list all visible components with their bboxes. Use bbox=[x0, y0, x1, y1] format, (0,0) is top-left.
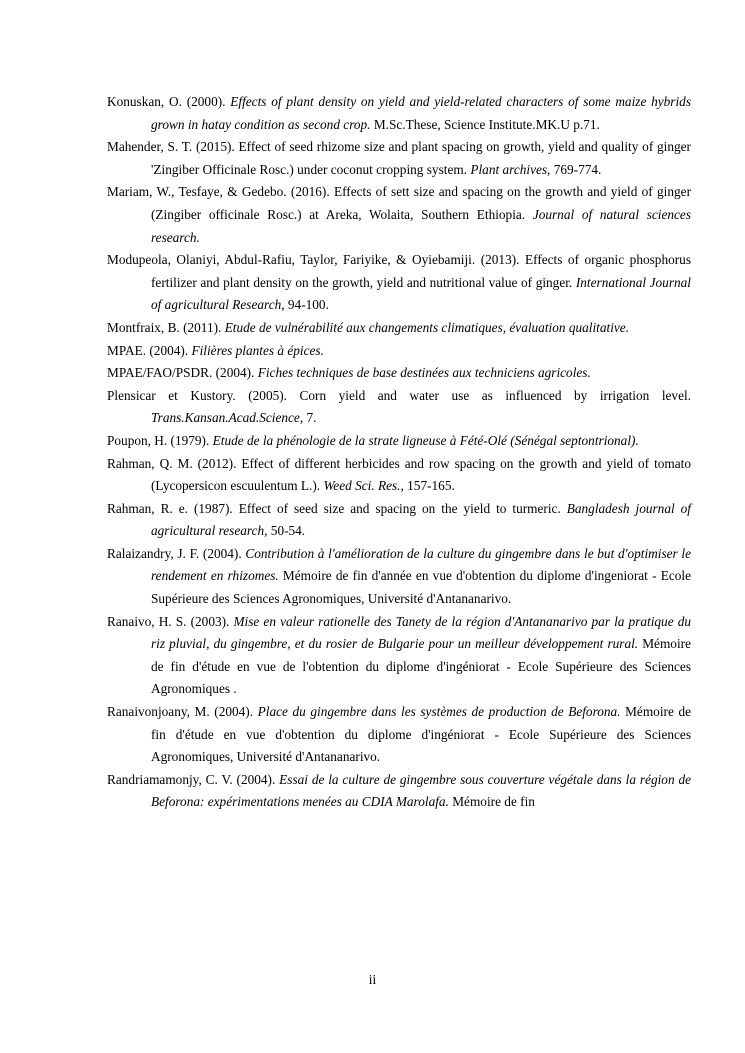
ref-title: Essai de la culture de gingembre sous couverture végétale dans la région de Beforona: expérimentations menées au CDIA Marolafa. bbox=[151, 771, 692, 810]
ref-tail: Mémoire de fin d'année en vue d'obtention du diplome d'ingeniorat - Ecole Supérieure des Sciences Agronomiques, Université d'Antananarivo. bbox=[151, 568, 691, 607]
reference-plensicar-2005 bbox=[107, 385, 691, 430]
ref-tail: Mémoire de fin bbox=[448, 794, 535, 810]
ref-title: Etude de la phénologie de la strate ligneuse à Fété-Olé (Sénégal septontrional). bbox=[212, 432, 639, 448]
ref-tail: , 7. bbox=[299, 410, 317, 426]
ref-lead: MPAE. (2004). bbox=[107, 342, 192, 358]
reference-modupeola-2013 bbox=[107, 249, 691, 317]
reference-ralaizandry-2004 bbox=[107, 543, 691, 611]
ref-title: Fiches techniques de base destinées aux techniciens agricoles. bbox=[257, 365, 591, 381]
page-number: ii bbox=[368, 972, 377, 987]
ref-title: Filières plantes à épices. bbox=[191, 342, 324, 358]
ref-journal: Weed Sci. Res. bbox=[323, 478, 401, 494]
ref-lead: Mahender, S. T. (2015). Effect of seed rhizome size and plant spacing on growth, yield and quality of ginger 'Zingiber Officinale Rosc.) under coconut cropping system. bbox=[107, 139, 691, 177]
ref-lead: Modupeola, Olaniyi, Abdul-Rafiu, Taylor, Fariyike, & Oyiebamiji. (2013). Effects of organic phosphorus fertilizer and plant density on the growth, yield and nutritional value of ginger. bbox=[107, 252, 691, 290]
ref-journal: International Journal of agricultural Research bbox=[151, 274, 691, 313]
ref-lead: Poupon, H. (1979). bbox=[107, 432, 213, 448]
reference-ranaivonjoany-2004 bbox=[107, 701, 691, 769]
ref-lead: Montfraix, B. (2011). bbox=[107, 319, 225, 335]
reference-rahman-re-1987 bbox=[107, 498, 691, 543]
reference-mariam-2016 bbox=[107, 181, 691, 249]
reference-ranaivo-2003 bbox=[107, 611, 691, 701]
ref-journal: Journal of natural sciences research. bbox=[151, 206, 691, 245]
ref-tail: Mémoire de fin d'étude en vue d'obtention du diplome d'ingéniorat - Ecole Supérieure des Sciences Agronomiques, Université d'Antananarivo. bbox=[151, 704, 691, 765]
ref-journal: Trans.Kansan.Acad.Science bbox=[151, 410, 300, 426]
reference-rahman-qm-2012 bbox=[107, 453, 691, 498]
ref-tail: Mémoire de fin d'étude en vue de l'obtention du diplome d'ingéniorat - Ecole Supérieure des Sciences Agronomiques . bbox=[151, 636, 691, 697]
reference-randriamamonjy-2004 bbox=[107, 769, 691, 814]
reference-list bbox=[107, 91, 691, 814]
reference-mpae-fao-psdr-2004 bbox=[107, 362, 691, 385]
ref-title: Mise en valeur rationelle des Tanety de la région d'Antananarivo par la pratique du riz pluvial, du gingembre, et du rosier de Bulgarie pour un meilleur développement rural. bbox=[151, 613, 692, 652]
reference-konuskan-2000 bbox=[107, 91, 691, 136]
ref-lead: Ralaizandry, J. F. (2004). bbox=[107, 545, 246, 561]
ref-lead: Ranaivo, H. S. (2003). bbox=[107, 613, 234, 629]
ref-tail: , 50-54. bbox=[264, 523, 306, 539]
ref-title: Contribution à l'amélioration de la culture du gingembre dans le but d'optimiser le rendement en rhizomes. bbox=[151, 545, 691, 584]
ref-lead: Konuskan, O. (2000). bbox=[107, 94, 231, 109]
ref-journal: Bangladesh journal of agricultural research bbox=[151, 500, 691, 539]
ref-lead: Mariam, W., Tesfaye, & Gedebo. (2016). Effects of sett size and spacing on the growth and yield of ginger (Zingiber officinale Rosc.) at Areka, Wolaita, Southern Ethiopia. bbox=[107, 184, 691, 222]
ref-lead: Plensicar et Kustory. (2005). Corn yield and water use as influenced by irrigation level. bbox=[107, 387, 691, 403]
reference-mahender-2015 bbox=[107, 136, 691, 181]
ref-tail: M.Sc.These, Science Institute.MK.U p.71. bbox=[370, 116, 600, 132]
ref-lead: Rahman, Q. M. (2012). Effect of different herbicides and row spacing on the growth and yield of tomato (Lycopersicon escuulentum L.). bbox=[107, 455, 691, 494]
ref-lead: Ranaivonjoany, M. (2004). bbox=[107, 704, 258, 720]
ref-journal: Plant archives bbox=[470, 161, 548, 177]
ref-tail: , 94-100. bbox=[281, 297, 329, 313]
reference-mpae-2004 bbox=[107, 340, 691, 363]
ref-lead: Rahman, R. e. (1987). Effect of seed size and spacing on the yield to turmeric. bbox=[107, 500, 567, 516]
ref-title: Etude de vulnérabilité aux changements climatiques, évaluation qualitative. bbox=[224, 319, 630, 335]
reference-poupon-1979 bbox=[107, 430, 691, 453]
ref-lead: Randriamamonjy, C. V. (2004). bbox=[107, 771, 280, 787]
ref-title: Effects of plant density on yield and yield-related characters of some maize hybrids grown in hatay condition as second crop. bbox=[151, 94, 692, 132]
ref-tail: , 769-774. bbox=[547, 161, 602, 177]
ref-title: Place du gingembre dans les systèmes de production de Beforona. bbox=[257, 704, 621, 720]
ref-lead: MPAE/FAO/PSDR. (2004). bbox=[107, 365, 258, 381]
ref-tail: , 157-165. bbox=[400, 478, 455, 494]
reference-montfraix-2011 bbox=[107, 317, 691, 340]
